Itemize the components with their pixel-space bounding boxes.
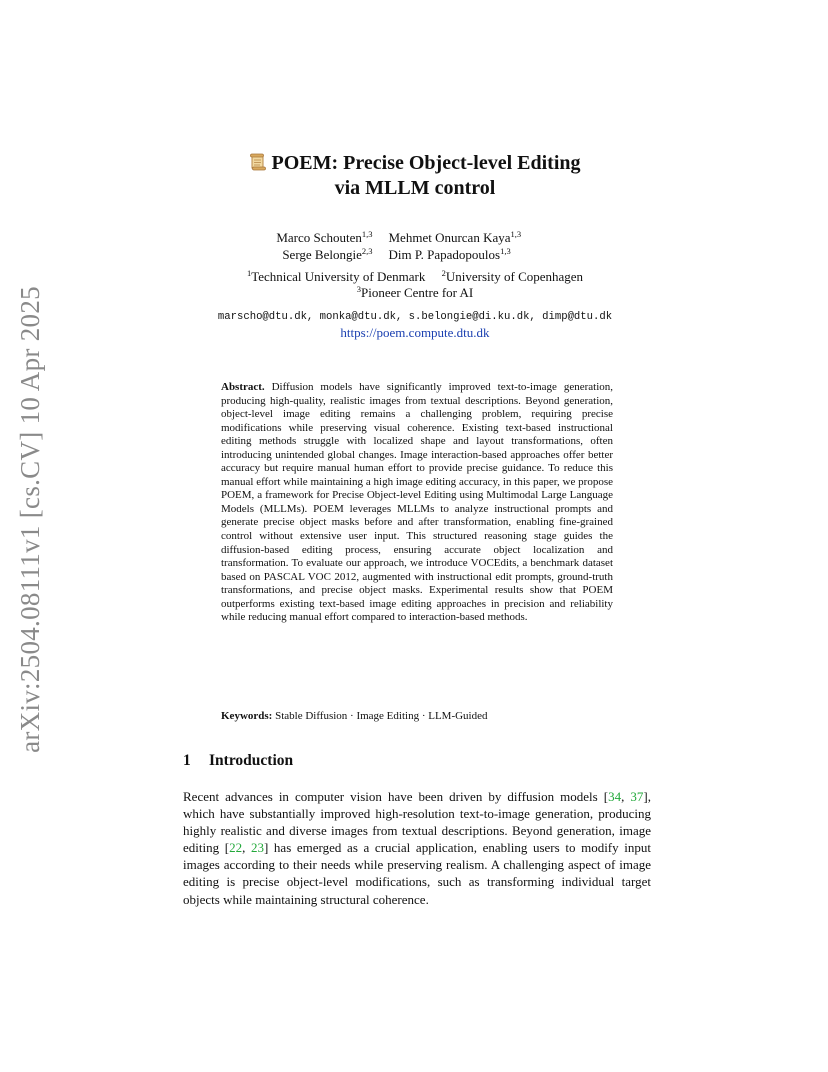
citation-link[interactable]: 23 bbox=[250, 840, 264, 856]
section-number: 1 bbox=[183, 752, 191, 769]
affiliation-1: $^1$Technical University of Denmark bbox=[246, 268, 426, 284]
author-3: Serge Belongie$^{2,3}$ bbox=[282, 246, 373, 262]
abstract-text: Diffusion models have significantly improved text-to-image generation, producing high-quality, realistic images from textual descriptions. Beyond generation, object-level image editing remains a challenging problem, requiring precise modifications while preserving visual coherence. Existing text-based instructional editing methods struggle with localized shape and layout transformations, often introducing unintended global changes. Image interaction-based approaches offer better accuracy but require manual human effort to provide precise guidance. To reduce this manual effort while maintaining a high image editing accuracy, in this paper, we propose POEM, a framework for Precise Object-level Editing using Multimodal Large Language Models (MLLMs). POEM leverages MLLMs to analyze instructional prompts and generate precise object masks before and after transformation, enabling fine-grained control without extensive user input. This structured reasoning stage guides the diffusion-based editing process, ensuring accurate object localization and transformation. To evaluate our approach, we introduce VOCEdits, a benchmark dataset based on PASCAL VOC 2012, augmented with instructional edit prompts, ground-truth transformations, and precise object masks. Experimental results show that POEM outperforms existing text-based image editing approaches in precision and reliability while reducing manual effort compared to interaction-based methods. bbox=[221, 381, 613, 624]
author-2: Mehmet Onurcan Kaya$^{1,3}$ bbox=[388, 229, 522, 245]
author-1: Marco Schouten$^{1,3}$ bbox=[276, 229, 373, 245]
keywords bbox=[221, 709, 613, 723]
scroll-icon bbox=[250, 153, 266, 177]
affiliation-2: $^2$University of Copenhagen bbox=[441, 268, 584, 284]
author-emails: marscho@dtu.dk, monka@dtu.dk, s.belongie@di.ku.dk, dimp@dtu.dk bbox=[217, 311, 613, 323]
section-title: Introduction bbox=[209, 752, 294, 769]
project-url-link[interactable]: https://poem.compute.dtu.dk bbox=[340, 325, 490, 340]
keywords-text: Stable Diffusion · Image Editing · LLM-Guided bbox=[275, 710, 488, 722]
section-heading bbox=[183, 752, 293, 770]
abstract-label: Abstract. bbox=[221, 381, 265, 393]
affiliation-3: $^3$Pioneer Centre for AI bbox=[356, 284, 474, 300]
title-line-2: via MLLM control bbox=[334, 177, 496, 199]
arxiv-id-text: arXiv:2504.08111v1 [cs.CV] 10 Apr 2025 bbox=[14, 285, 45, 753]
intro-paragraph: Recent advances in computer vision have been driven by diffusion models [34, 37], which have substantially improved high-resolution text-to-image generation, producing highly realistic and diverse images from textual descriptions. Beyond generation, image editing [22, 23] has emerged as a crucial application, enabling users to modify input images according to their needs while preserving realism. A challenging aspect of image editing is precise object-level modifications, such as transforming individual target objects while maintaining structural coherence. bbox=[183, 789, 652, 907]
citation-link[interactable]: 37 bbox=[630, 789, 644, 804]
citation-link[interactable]: 22 bbox=[229, 840, 243, 856]
paper-title bbox=[180, 152, 650, 200]
author-list bbox=[180, 229, 650, 263]
author-4: Dim P. Papadopoulos$^{1,3}$ bbox=[388, 246, 511, 262]
abstract bbox=[221, 381, 613, 625]
citation-link[interactable]: 34 bbox=[608, 789, 622, 804]
arxiv-identifier bbox=[10, 284, 50, 754]
keywords-label: Keywords: bbox=[221, 710, 273, 722]
title-line-1: POEM: Precise Object-level Editing bbox=[271, 152, 581, 174]
affiliations bbox=[180, 269, 650, 301]
